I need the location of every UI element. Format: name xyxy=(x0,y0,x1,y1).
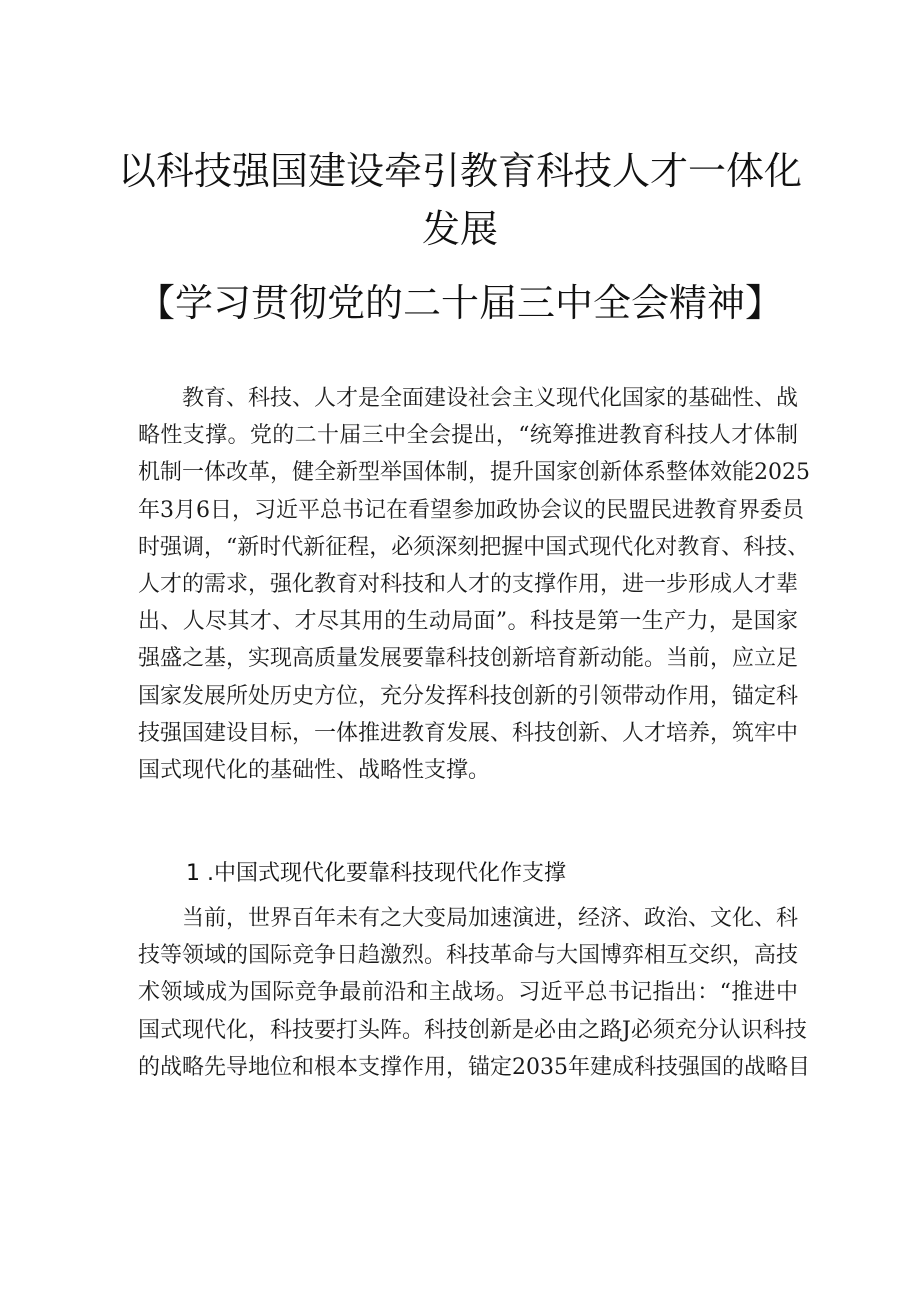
paragraph-line: 略性支撑。党的二十届三中全会提出，“统筹推进教育科技人才体制 xyxy=(138,423,798,449)
paragraph-line: 技等领域的国际竞争日趋激烈。科技革命与大国博弈相互交织，高技 xyxy=(138,943,799,969)
paragraph-line: 国式现代化，科技要打头阵。科技创新是必由之路J必须充分认识科技 xyxy=(138,1017,807,1043)
paragraph-line: 国式现代化的基础性、战略性支撑。 xyxy=(138,757,491,783)
paragraph-line: 人才的需求，强化教育对科技和人才的支撑作用，进一步形成人才辈 xyxy=(138,571,799,597)
paragraph-2 xyxy=(138,900,810,1086)
section-heading: 1 .中国式现代化要靠科技现代化作支撑 xyxy=(186,861,566,886)
paragraph-1 xyxy=(138,380,810,789)
paragraph-line: 的战略先导地位和根本支撑作用，锚定2035年建成科技强国的战略目 xyxy=(138,1054,810,1080)
paragraph-line: 技强国建设目标，一体推进教育发展、科技创新、人才培养，筑牢中 xyxy=(138,720,799,746)
paragraph-line: 教育、科技、人才是全面建设社会主义现代化国家的基础性、战 xyxy=(138,386,799,411)
paragraph-line: 出、人尽其才、才尽其用的生动局面”。科技是第一生产力，是国家 xyxy=(138,609,798,635)
paragraph-line: 术领域成为国际竞争最前沿和主战场。习近平总书记指出：“推进中 xyxy=(138,980,798,1006)
document-subtitle: 【学习贯彻党的二十届三中全会精神】 xyxy=(136,281,783,325)
document-title-line-2: 发展 xyxy=(421,207,498,251)
paragraph-line: 当前，世界百年未有之大变局加速演进，经济、政治、文化、科 xyxy=(138,906,799,931)
paragraph-line: 强盛之基，实现高质量发展要靠科技创新培育新动能。当前，应立足 xyxy=(138,646,799,672)
paragraph-line: 国家发展所处历史方位，充分发挥科技创新的引领带动作用，锚定科 xyxy=(138,683,799,709)
paragraph-line: 时强调，“新时代新征程，必须深刻把握中国式现代化对教育、科技、 xyxy=(138,534,810,560)
paragraph-line: 机制一体改革，健全新型举国体制，提升国家创新体系整体效能2025 xyxy=(138,460,810,486)
paragraph-line: 年3月6日，习近平总书记在看望参加政协会议的民盟民进教育界委员 xyxy=(138,497,804,523)
document-title-line-1: 以科技强国建设牵引教育科技人才一体化 xyxy=(117,149,802,193)
